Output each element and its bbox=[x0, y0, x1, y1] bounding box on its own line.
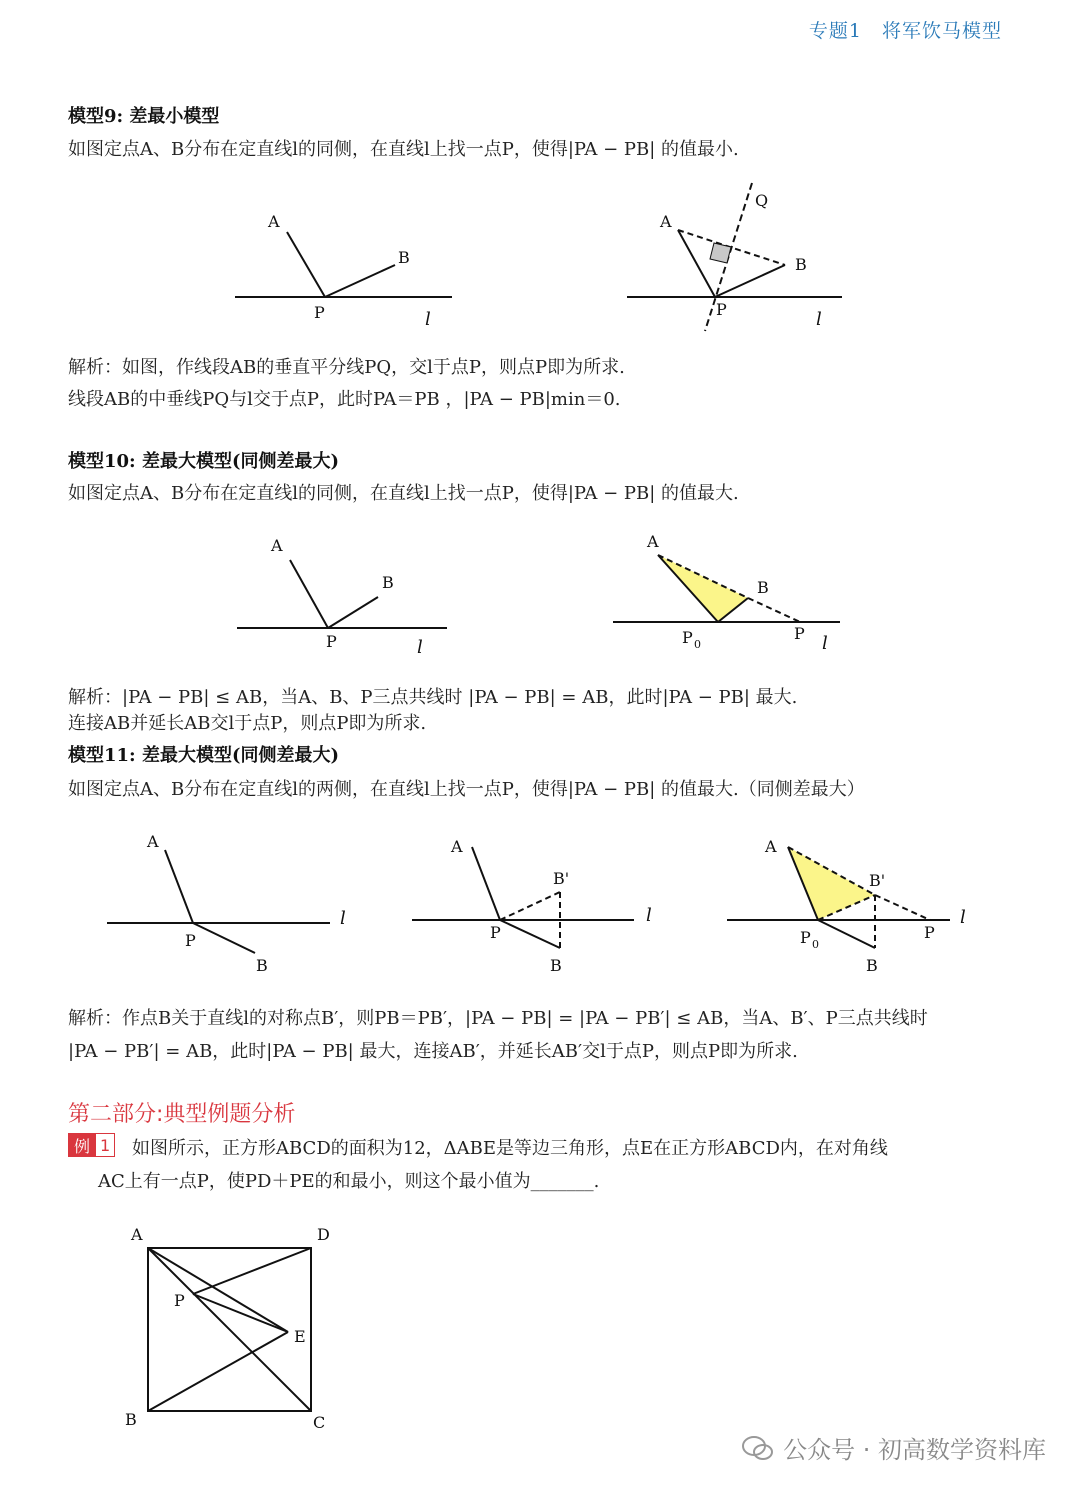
model9-desc: 如图定点A、B分布在定直线l的同侧，在直线l上找一点P，使得|PA − PB| 的值最小. bbox=[68, 139, 739, 160]
shaded-triangle bbox=[658, 555, 748, 622]
label-p-2: P bbox=[716, 300, 727, 319]
model9-title: 模型9: 差最小模型 bbox=[68, 106, 220, 127]
segment-b-prime-p bbox=[875, 895, 930, 920]
model10-analysis2: 连接AB并延长AB交l于点P，则点P即为所求. bbox=[68, 713, 427, 734]
label-p: P bbox=[326, 632, 337, 651]
label-p: P bbox=[314, 303, 325, 322]
label-a-2: A bbox=[660, 212, 672, 231]
watermark-text: 公众号 · 初高数学资料库 bbox=[783, 1436, 1046, 1464]
model9-analysis1: 解析：如图，作线段AB的垂直平分线PQ，交l于点P，则点P即为所求. bbox=[68, 357, 625, 378]
model11-desc: 如图定点A、B分布在定直线l的两侧，在直线l上找一点P，使得|PA − PB| 的值最大.（同侧差最大） bbox=[68, 779, 865, 800]
example-badge-label: 例 bbox=[68, 1133, 96, 1157]
label-p0: P bbox=[800, 928, 811, 947]
label-p-2: P bbox=[490, 923, 501, 942]
wechat-icon bbox=[741, 1434, 775, 1462]
label-b-2: B bbox=[757, 578, 769, 597]
label-b: B bbox=[125, 1410, 137, 1429]
model11-title: 模型11: 差最大模型(同侧差最大) bbox=[68, 745, 339, 766]
label-b-2: B bbox=[550, 956, 562, 975]
label-e: E bbox=[294, 1327, 306, 1346]
label-b: B bbox=[382, 573, 394, 592]
label-p0-sub: 0 bbox=[694, 638, 701, 651]
label-b-2: B bbox=[795, 255, 807, 274]
label-p0-sub: 0 bbox=[812, 938, 819, 951]
example-badge bbox=[68, 1133, 115, 1157]
segment-pb bbox=[193, 923, 255, 953]
label-l-2: l bbox=[816, 309, 822, 330]
segment-pa bbox=[165, 850, 193, 923]
label-l: l bbox=[425, 309, 431, 330]
model11-analysis2: |PA − PB′| = AB，此时|PA − PB| 最大，连接AB′，并延长AB′交l于点P，则点P即为所求. bbox=[68, 1041, 798, 1062]
square-figure bbox=[0, 1215, 400, 1440]
segment-pa-2 bbox=[472, 847, 500, 920]
label-l-3: l bbox=[960, 907, 966, 928]
label-a-2: A bbox=[647, 532, 659, 551]
label-a: A bbox=[268, 212, 280, 231]
example-question-line2: AC上有一点P，使PD＋PE的和最小，则这个最小值为_______. bbox=[98, 1171, 600, 1192]
segment-p0b bbox=[818, 920, 875, 948]
label-b-prime: B' bbox=[553, 869, 570, 888]
label-b: B bbox=[256, 956, 268, 975]
segment-pa bbox=[290, 560, 328, 628]
segment-pb bbox=[328, 597, 378, 628]
model11-figures bbox=[0, 825, 1080, 985]
segment-pb-2 bbox=[715, 265, 785, 297]
label-a: A bbox=[147, 832, 159, 851]
label-l-2: l bbox=[646, 905, 652, 926]
segment-pb-2 bbox=[500, 920, 560, 948]
model10-analysis1: 解析：|PA − PB| ≤ AB，当A、B、P三点共线时 |PA − PB| = AB，此时|PA − PB| 最大. bbox=[68, 687, 798, 708]
segment-be bbox=[148, 1332, 288, 1411]
part2-title: 第二部分:典型例题分析 bbox=[68, 1102, 296, 1127]
segment-pa bbox=[287, 232, 325, 297]
label-p: P bbox=[185, 931, 196, 950]
segment-pd bbox=[193, 1248, 311, 1294]
label-q: Q bbox=[755, 191, 769, 210]
model10-desc: 如图定点A、B分布在定直线l的同侧，在直线l上找一点P，使得|PA − PB| 的值最大. bbox=[68, 483, 739, 504]
label-a: A bbox=[131, 1225, 143, 1244]
model9-figures bbox=[0, 175, 1080, 340]
model11-analysis1: 解析：作点B关于直线l的对称点B′，则PB＝PB′，|PA − PB| = |PA − PB′| ≤ AB，当A、B′、P三点共线时 bbox=[68, 1008, 928, 1029]
label-p: P bbox=[174, 1291, 185, 1310]
label-b-prime-3: B' bbox=[869, 871, 886, 890]
label-a-2: A bbox=[451, 837, 463, 856]
model9-analysis2: 线段AB的中垂线PQ与l交于点P，此时PA＝PB ，|PA − PB|min＝0. bbox=[68, 389, 621, 410]
watermark bbox=[741, 1430, 1046, 1465]
label-d: D bbox=[317, 1225, 330, 1244]
label-p-2: P bbox=[794, 624, 805, 643]
example-badge-number: 1 bbox=[96, 1133, 115, 1157]
label-l-2: l bbox=[822, 633, 828, 654]
example-question-line1: 如图所示，正方形ABCD的面积为12，ΔABE是等边三角形，点E在正方形ABCD内，在对角线 bbox=[132, 1138, 888, 1159]
diagonal-ac bbox=[148, 1248, 311, 1411]
label-a-3: A bbox=[765, 837, 777, 856]
segment-pb bbox=[325, 265, 395, 297]
model10-title: 模型10: 差最大模型(同侧差最大) bbox=[68, 451, 339, 472]
page-header: 专题1 将军饮马模型 bbox=[808, 20, 1002, 42]
label-b: B bbox=[398, 248, 410, 267]
label-a: A bbox=[271, 536, 283, 555]
segment-pe bbox=[193, 1294, 288, 1332]
label-l: l bbox=[417, 637, 423, 658]
label-p-3: P bbox=[924, 923, 935, 942]
right-angle-mark bbox=[710, 243, 731, 263]
label-l: l bbox=[340, 908, 346, 929]
label-b-3: B bbox=[866, 956, 878, 975]
label-p0: P bbox=[682, 628, 693, 647]
label-c: C bbox=[313, 1413, 326, 1432]
model10-figures bbox=[0, 525, 1080, 660]
segment-pb-prime bbox=[500, 892, 560, 920]
segment-bp bbox=[748, 598, 800, 622]
shaded-triangle bbox=[788, 847, 875, 920]
